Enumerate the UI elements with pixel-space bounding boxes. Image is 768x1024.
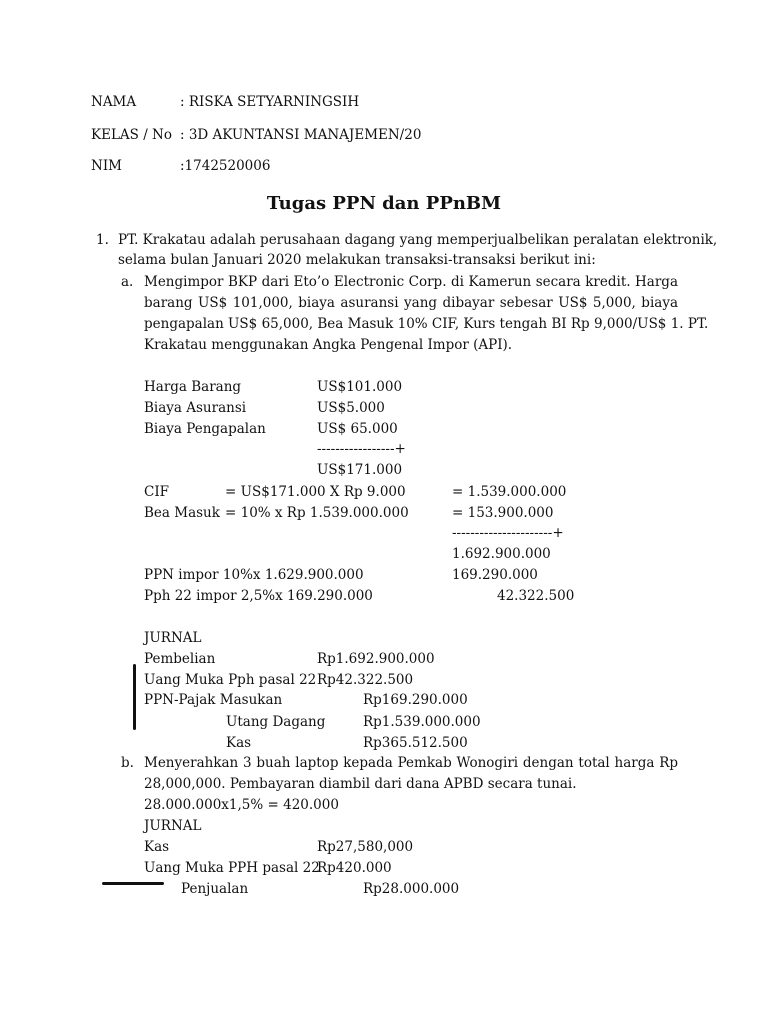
biaya-pengapalan-value: US$ 65.000: [317, 421, 398, 437]
biaya-pengapalan-label: Biaya Pengapalan: [144, 421, 266, 437]
jurnal-b-debit-kas-value: Rp27,580,000: [317, 839, 414, 855]
cif-label: CIF: [144, 484, 170, 500]
jurnal-b-credit-penjualan-value: Rp28.000.000: [363, 881, 460, 897]
jurnal-a-credit-utang-value: Rp1.539.000.000: [363, 714, 481, 730]
page-title: Tugas PPN dan PPnBM: [266, 193, 502, 214]
jurnal-b-title: JURNAL: [144, 818, 202, 834]
jurnal-b-debit-pph22-label: Uang Muka PPH pasal 22: [144, 860, 320, 876]
handwritten-bracket: [133, 664, 136, 730]
jurnal-a-debit-pph22-value: Rp42.322.500: [317, 672, 414, 688]
jurnal-a-title: JURNAL: [144, 630, 202, 646]
bea-masuk-label: Bea Masuk: [144, 505, 220, 521]
jurnal-b-debit-kas-label: Kas: [144, 839, 170, 855]
part-a-line-3: pengapalan US$ 65,000, Bea Masuk 10% CIF, Kurs tengah BI Rp 9,000/US$ 1. PT.: [144, 316, 709, 332]
total-rp: 1.692.900.000: [452, 546, 551, 562]
harga-barang-label: Harga Barang: [144, 379, 242, 395]
jurnal-a-debit-pembelian-value: Rp1.692.900.000: [317, 651, 435, 667]
nama-value: : RISKA SETYARNINGSIH: [180, 94, 360, 110]
handwritten-underline: [102, 882, 164, 885]
cif-calc: = US$171.000 X Rp 9.000: [225, 484, 406, 500]
part-a-line-2: barang US$ 101,000, biaya asuransi yang dibayar sebesar US$ 5,000, biaya: [144, 295, 678, 311]
cif-result: = 1.539.000.000: [452, 484, 567, 500]
part-b-marker: b.: [121, 755, 134, 771]
jurnal-a-debit-ppn-value: Rp169.290.000: [363, 692, 468, 708]
question-intro-line-1: PT. Krakatau adalah perusahaan dagang yang memperjualbelikan peralatan elektronik,: [118, 232, 718, 248]
part-b-calc: 28.000.000x1,5% = 420.000: [144, 797, 339, 813]
jurnal-a-debit-ppn-label: PPN-Pajak Masukan: [144, 692, 283, 708]
part-b-line-2: 28,000,000. Pembayaran diambil dari dana APBD secara tunai.: [144, 776, 577, 792]
harga-barang-value: US$101.000: [317, 379, 403, 395]
sum-line-rp: ----------------------+: [452, 525, 564, 541]
bea-masuk-result: = 153.900.000: [452, 505, 554, 521]
jurnal-a-credit-kas-label: Kas: [226, 735, 252, 751]
pph-impor-label: Pph 22 impor 2,5%x 169.290.000: [144, 588, 373, 604]
kelas-value: : 3D AKUNTANSI MANAJEMEN/20: [180, 127, 422, 143]
biaya-asuransi-value: US$5.000: [317, 400, 385, 416]
part-a-line-4: Krakatau menggunakan Angka Pengenal Impor (API).: [144, 337, 513, 353]
question-number: 1.: [96, 232, 109, 248]
total-usd: US$171.000: [317, 462, 403, 478]
nim-label: NIM: [91, 158, 122, 174]
jurnal-a-credit-utang-label: Utang Dagang: [226, 714, 326, 730]
part-a-line-1: Mengimpor BKP dari Eto’o Electronic Corp. di Kamerun secara kredit. Harga: [144, 274, 678, 290]
jurnal-b-credit-penjualan-label: Penjualan: [181, 881, 249, 897]
part-a-marker: a.: [121, 274, 134, 290]
bea-masuk-calc: = 10% x Rp 1.539.000.000: [225, 505, 409, 521]
jurnal-a-debit-pph22-label: Uang Muka Pph pasal 22: [144, 672, 317, 688]
jurnal-a-credit-kas-value: Rp365.512.500: [363, 735, 468, 751]
nama-label: NAMA: [91, 94, 137, 110]
biaya-asuransi-label: Biaya Asuransi: [144, 400, 247, 416]
nim-value: :1742520006: [180, 158, 271, 174]
pph-impor-value: 42.322.500: [497, 588, 575, 604]
jurnal-a-debit-pembelian-label: Pembelian: [144, 651, 216, 667]
ppn-impor-label: PPN impor 10%x 1.629.900.000: [144, 567, 364, 583]
ppn-impor-value: 169.290.000: [452, 567, 538, 583]
kelas-label: KELAS / No: [91, 127, 172, 143]
jurnal-b-debit-pph22-value: Rp420.000: [317, 860, 392, 876]
sum-line-usd: -----------------+: [317, 441, 406, 457]
part-b-line-1: Menyerahkan 3 buah laptop kepada Pemkab Wonogiri dengan total harga Rp: [144, 755, 678, 771]
question-intro-line-2: selama bulan Januari 2020 melakukan transaksi-transaksi berikut ini:: [118, 252, 596, 268]
